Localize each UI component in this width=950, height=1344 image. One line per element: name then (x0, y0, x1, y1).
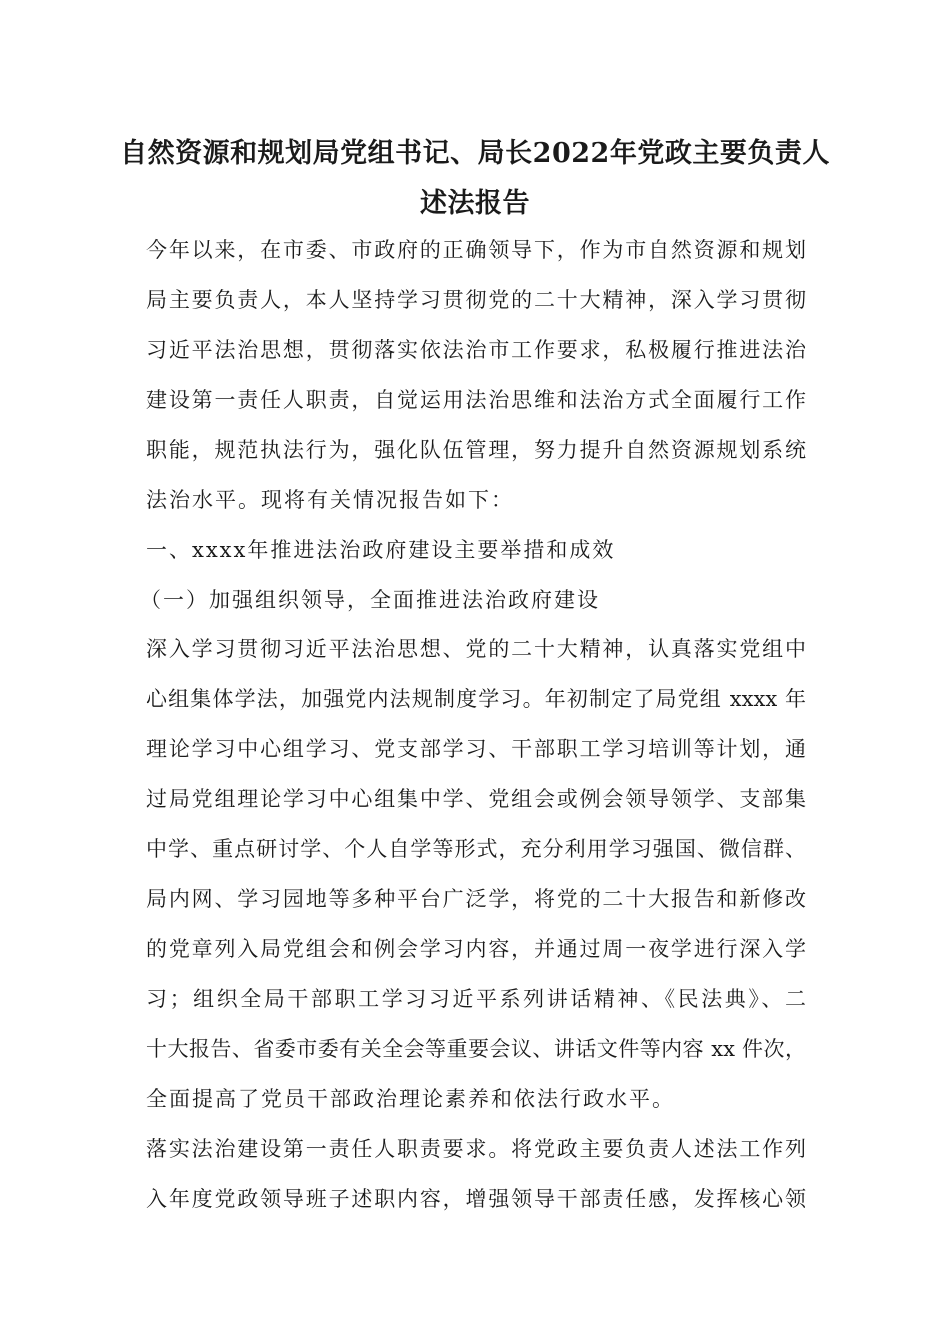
body-text-line: 深入学习贯彻习近平法治思想、党的二十大精神，认真落实党组中 (146, 637, 806, 661)
body-text-line: 入年度党政领导班子述职内容，增强领导干部责任感，发挥核心领 (146, 1187, 806, 1211)
body-text-line: 全面提高了党员干部政治理论素养和依法行政水平。 (146, 1087, 675, 1111)
body-text-line: 局内网、学习园地等多种平台广泛学，将党的二十大报告和新修改 (146, 887, 806, 911)
document-title-line-1: 自然资源和规划局党组书记、局长2022年党政主要负责人 (120, 138, 830, 169)
body-text-line: 建设第一责任人职责，自觉运用法治思维和法治方式全面履行工作 (146, 388, 806, 412)
body-text-line: 落实法治建设第一责任人职责要求。将党政主要负责人述法工作列 (146, 1137, 806, 1161)
document-title-line-2: 述法报告 (420, 188, 530, 219)
body-text-line: 习；组织全局干部职工学习习近平系列讲话精神、《民法典》、二 (146, 987, 806, 1011)
body-text-line: 中学、重点研讨学、个人自学等形式，充分利用学习强国、微信群、 (146, 837, 806, 861)
body-text-line: 局主要负责人，本人坚持学习贯彻党的二十大精神，深入学习贯彻 (146, 288, 806, 312)
body-text-line: 今年以来，在市委、市政府的正确领导下，作为市自然资源和规划 (146, 238, 806, 262)
section-heading: 一、xxxx年推进法治政府建设主要举措和成效 (146, 538, 616, 562)
body-text-line: 心组集体学法，加强党内法规制度学习。年初制定了局党组 xxxx 年 (146, 687, 806, 711)
body-text-line: 理论学习中心组学习、党支部学习、干部职工学习培训等计划，通 (146, 737, 806, 761)
body-text-line: 习近平法治思想，贯彻落实依法治市工作要求，私极履行推进法治 (146, 338, 806, 362)
body-text-line: 的党章列入局党组会和例会学习内容，并通过周一夜学进行深入学 (146, 937, 806, 961)
body-text-line: 十大报告、省委市委有关全会等重要会议、讲话文件等内容 xx 件次， (146, 1037, 806, 1061)
body-text-line: 法治水平。现将有关情况报告如下： (146, 488, 514, 512)
body-text-line: 过局党组理论学习中心组集中学、党组会或例会领导领学、支部集 (146, 787, 806, 811)
subsection-heading: （一）加强组织领导，全面推进法治政府建设 (140, 588, 600, 612)
body-text-line: 职能，规范执法行为，强化队伍管理，努力提升自然资源规划系统 (146, 438, 806, 462)
